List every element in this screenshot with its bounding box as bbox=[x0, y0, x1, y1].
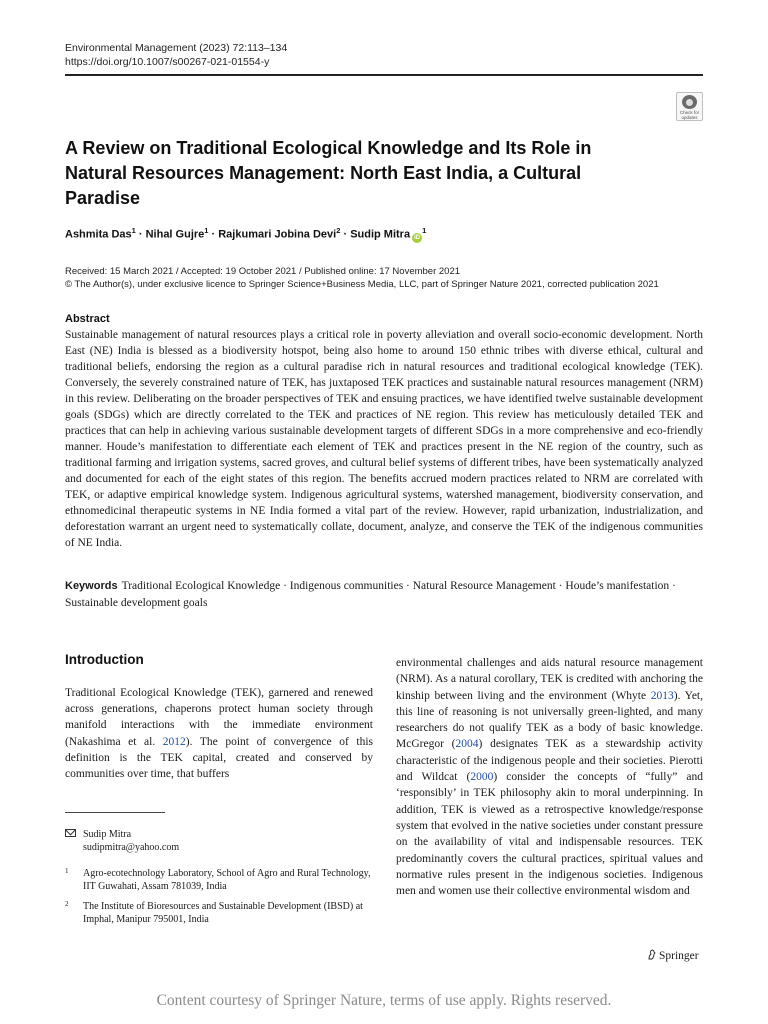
author-affiliation-mark: 2 bbox=[336, 226, 341, 235]
author-name[interactable]: Rajkumari Jobina Devi bbox=[218, 228, 337, 241]
title-line: Paradise bbox=[65, 188, 141, 208]
author-list bbox=[65, 226, 426, 243]
body-text: ). The point of convergence of this definition is the TEK capital, created and conserved by communities over time, that buffers bbox=[65, 735, 373, 781]
publisher-name: Springer bbox=[659, 950, 699, 962]
affiliation-text: Agro-ecotechnology Laboratory, School of Agro and Rural Technology, IIT Guwahati, Assam 781039, India bbox=[83, 868, 371, 892]
body-text: ) designates TEK as a stewardship activity characteristic of the indigenous people and their societies. Pierotti and Wildcat ( bbox=[396, 738, 703, 784]
body-text: environmental challenges and aids natural resource management (NRM). As a natural corollary, TEK is credited with anchoring the kinship between living and the environment (Whyte bbox=[396, 657, 703, 702]
publisher-logo bbox=[647, 949, 699, 962]
body-text: Traditional Ecological Knowledge (TEK), garnered and renewed across generations, chaperons protect human society through manifold interactions with the immediate environment (Nakashima et al. bbox=[65, 687, 373, 748]
footnote-rule bbox=[65, 812, 165, 813]
affiliation-text: The Institute of Bioresources and Sustainable Development (IBSD) at Imphal, Manipur 795001, India bbox=[83, 901, 363, 925]
body-text: ) consider the concepts of “fully” and ‘responsibly’ in TEK philosophy akin to moral underpinning. In addition, TEK is viewed as a retrospective knowledge/response system that evolved in the native societies under constant pressure on the availability of vital and indispensable resources. TEK predominantly covers the cultural practices, spiritual values and normative rules present in the indigenous societies. Indigenous men and women use their collective environmental wisdom and bbox=[396, 771, 703, 898]
author-affiliation-mark: 1 bbox=[422, 226, 427, 235]
correspondent-email[interactable]: sudipmitra@yahoo.com bbox=[83, 842, 180, 853]
author-separator: · bbox=[340, 228, 351, 241]
header-rule bbox=[65, 74, 703, 76]
citation-link[interactable]: 2004 bbox=[455, 738, 479, 751]
keywords-list: Traditional Ecological Knowledge · Indigenous communities · Natural Resource Management · Houde’s manifestation · Sustainable development goals bbox=[65, 580, 676, 609]
affiliation bbox=[65, 867, 375, 893]
abstract-text: Sustainable management of natural resources plays a critical role in poverty alleviation and overall socio-economic development. North East (NE) India is blessed as a biodiversity hotspot, being also home to around 150 ethnic tribes with diverse ethical, cultural and traditional beliefs, endorsing the region as a cultural paradise rich in natural resources and traditional ecological knowledge (TEK). Conversely, the severely constrained nature of TEK, has juxtaposed TEK practices and sustainable natural resources management (NRM) in this review. Deliberating on the broader perspectives of TEK and ensuing practices, we have identified twelve sustainable development goals (SDGs) which are directly correlated to the TEK and practices of NE region. This review has meticulously detailed TEK and practices that can help in achieving various sustainable development targets of different SDGs in a more comprehensive and eco-friendly manner. Houde’s manifestation to differentiate each element of TEK and practices present in the NE region of the country, such as traditional farming and irrigation systems, sacred groves, and cultural belief systems of different tribes, have been systematically analyzed and documented for each of the eight states of this region. The benefits accrued modern practices related to NRM are correlated with TEK, or adaptive empirical knowledge system. Indigenous agricultural systems, watershed management, biodiversity conservation, and ethnomedicinal therapeutic systems in NE India formed a vital part of the review. However, rapid urbanization, industrialization, and deforestation warrant an urgent need to systematically collate, document, analyze, and conserve the TEK of the indigenous communities of NE India. bbox=[65, 329, 703, 549]
doi-link[interactable]: https://doi.org/10.1007/s00267-021-01554-y bbox=[65, 56, 270, 68]
keywords bbox=[65, 578, 703, 611]
introduction-right-column bbox=[396, 655, 703, 899]
introduction-heading: Introduction bbox=[65, 652, 144, 667]
author-name[interactable]: Ashmita Das bbox=[65, 228, 132, 241]
abstract-heading: Abstract bbox=[65, 313, 110, 325]
author-name[interactable]: Nihal Gujre bbox=[145, 228, 205, 241]
keywords-label: Keywords bbox=[65, 580, 118, 592]
author-separator: · bbox=[208, 228, 219, 241]
crossmark-icon bbox=[682, 95, 697, 109]
affiliation bbox=[65, 900, 375, 926]
crossmark-label: Check for updates bbox=[679, 110, 700, 120]
introduction-left-column bbox=[65, 685, 373, 782]
corresponding-author bbox=[65, 828, 179, 854]
affiliation-number: 1 bbox=[65, 867, 69, 875]
article-title bbox=[65, 136, 665, 211]
author-affiliation-mark: 1 bbox=[204, 226, 209, 235]
author-name[interactable]: Sudip Mitra bbox=[350, 228, 411, 241]
author-separator: · bbox=[135, 228, 146, 241]
author-affiliation-mark: 1 bbox=[131, 226, 136, 235]
orcid-icon[interactable]: iD bbox=[414, 234, 421, 241]
correspondent-name: Sudip Mitra bbox=[83, 829, 132, 840]
title-line: A Review on Traditional Ecological Knowledge and Its Role in bbox=[65, 138, 592, 158]
citation-link[interactable]: 2013 bbox=[650, 689, 674, 702]
journal-citation: Environmental Management (2023) 72:113–134 bbox=[65, 42, 288, 54]
publication-dates: Received: 15 March 2021 / Accepted: 19 October 2021 / Published online: 17 November 2021 bbox=[65, 266, 461, 277]
envelope-icon bbox=[65, 829, 76, 837]
body-text: ). Yet, this line of reasoning is not universally green-lighted, and many researchers do not qualify TEK as a body of basic knowledge. McGregor ( bbox=[396, 689, 703, 751]
affiliation-number: 2 bbox=[65, 900, 69, 908]
citation-link[interactable]: 2000 bbox=[470, 771, 494, 784]
citation-link[interactable]: 2012 bbox=[162, 735, 186, 748]
title-line: Natural Resources Management: North East India, a Cultural bbox=[65, 163, 582, 183]
check-for-updates-button[interactable] bbox=[676, 92, 703, 121]
courtesy-notice: Content courtesy of Springer Nature, terms of use apply. Rights reserved. bbox=[156, 992, 612, 1009]
springer-horse-icon bbox=[647, 949, 656, 960]
copyright-notice: © The Author(s), under exclusive licence to Springer Science+Business Media, LLC, part of Springer Nature 2021, corrected publication 2021 bbox=[65, 279, 659, 290]
